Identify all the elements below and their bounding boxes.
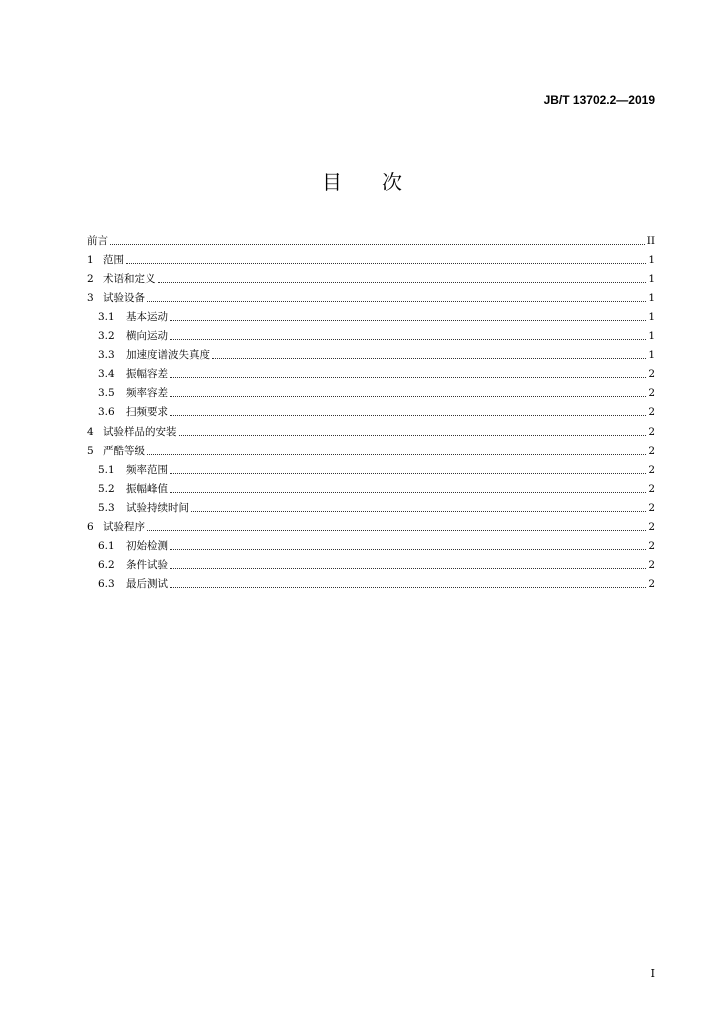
toc-entry-4[interactable]: [87, 419, 655, 438]
dot-leader: [170, 587, 646, 588]
toc-entry-number: 6.2: [98, 558, 115, 571]
toc-entry-number: 5.1: [98, 463, 115, 476]
toc-entry-number: 3.5: [98, 387, 115, 400]
toc-entry-title: 频率范围: [126, 463, 168, 476]
toc-entry-page: 1: [648, 349, 655, 362]
footer-page-number: I: [650, 967, 655, 980]
toc-entry-number: 6: [87, 520, 94, 533]
table-of-contents: [87, 229, 655, 591]
toc-entry-page: 2: [648, 482, 655, 495]
toc-entry-3-6[interactable]: [87, 400, 655, 419]
toc-entry-number: 4: [87, 425, 94, 438]
dot-leader: [158, 282, 647, 283]
toc-entry-number: 1: [87, 254, 94, 267]
toc-entry-3-1[interactable]: [87, 305, 655, 324]
toc-entry-page: 2: [648, 444, 655, 457]
dot-leader: [170, 339, 646, 340]
dot-leader: [179, 435, 647, 436]
toc-entry-number: 3.6: [98, 406, 115, 419]
toc-entry-5-2[interactable]: [87, 477, 655, 496]
toc-entry-number: 6.3: [98, 577, 115, 590]
toc-entry-5-1[interactable]: [87, 458, 655, 477]
toc-entry-page: 2: [648, 577, 655, 590]
toc-entry-6-1[interactable]: [87, 534, 655, 553]
page-title: 目 次: [322, 170, 402, 194]
toc-entry-title: 振幅峰值: [126, 482, 168, 495]
toc-entry-title: 扫频要求: [126, 406, 168, 419]
toc-entry-page: 1: [648, 330, 655, 343]
toc-entry-5-3[interactable]: [87, 496, 655, 515]
dot-leader: [170, 396, 646, 397]
toc-entry-3-2[interactable]: [87, 324, 655, 343]
toc-entry-title: 试验设备: [103, 292, 145, 305]
toc-entry-number: 2: [87, 273, 94, 286]
dot-leader: [147, 301, 646, 302]
toc-entry-title: 横向运动: [126, 330, 168, 343]
dot-leader: [212, 358, 646, 359]
toc-entry-3-3[interactable]: [87, 343, 655, 362]
toc-entry-1[interactable]: [87, 248, 655, 267]
toc-entry-title: 振幅容差: [126, 368, 168, 381]
toc-entry-number: 5.2: [98, 482, 115, 495]
dot-leader: [170, 492, 646, 493]
toc-entry-2[interactable]: [87, 267, 655, 286]
toc-entry-page: 1: [648, 311, 655, 324]
dot-leader: [170, 377, 646, 378]
toc-entry-page: 1: [648, 292, 655, 305]
toc-entry-5[interactable]: [87, 439, 655, 458]
toc-entry-page: 2: [648, 425, 655, 438]
toc-entry-number: 6.1: [98, 539, 115, 552]
toc-entry-page: 2: [648, 463, 655, 476]
toc-entry-page: 2: [648, 406, 655, 419]
toc-entry-6[interactable]: [87, 515, 655, 534]
toc-entry-title: 严酷等级: [103, 444, 145, 457]
toc-entry-title: 基本运动: [126, 311, 168, 324]
dot-leader: [170, 473, 646, 474]
toc-entry-page: II: [646, 235, 655, 248]
toc-entry-title: 试验程序: [103, 520, 145, 533]
toc-entry-page: 2: [648, 368, 655, 381]
document-code: JB/T 13702.2—2019: [543, 93, 655, 107]
toc-entry-title: 术语和定义: [103, 273, 156, 286]
dot-leader: [170, 568, 646, 569]
dot-leader: [147, 454, 646, 455]
toc-entry-foreword[interactable]: [87, 229, 655, 248]
toc-entry-page: 1: [648, 273, 655, 286]
toc-entry-6-3[interactable]: [87, 572, 655, 591]
toc-entry-page: 2: [648, 387, 655, 400]
toc-entry-number: 3.1: [98, 311, 115, 324]
toc-entry-page: 2: [648, 539, 655, 552]
toc-entry-title: 加速度谱波失真度: [126, 349, 210, 362]
dot-leader: [110, 244, 645, 245]
toc-entry-title: 初始检测: [126, 539, 168, 552]
toc-entry-title: 试验持续时间: [126, 501, 189, 514]
toc-entry-number: 3.4: [98, 368, 115, 381]
toc-entry-page: 2: [648, 501, 655, 514]
dot-leader: [147, 530, 646, 531]
toc-entry-title: 最后测试: [126, 577, 168, 590]
toc-entry-3[interactable]: [87, 286, 655, 305]
dot-leader: [170, 415, 646, 416]
toc-entry-title: 频率容差: [126, 387, 168, 400]
toc-entry-page: 1: [648, 254, 655, 267]
toc-entry-title: 范围: [103, 254, 124, 267]
toc-entry-page: 2: [648, 558, 655, 571]
toc-entry-number: 5.3: [98, 501, 115, 514]
dot-leader: [191, 511, 646, 512]
toc-entry-number: 3.2: [98, 330, 115, 343]
dot-leader: [126, 263, 646, 264]
dot-leader: [170, 549, 646, 550]
toc-entry-number: 5: [87, 444, 94, 457]
toc-entry-3-4[interactable]: [87, 362, 655, 381]
toc-entry-title: 试验样品的安装: [103, 425, 177, 438]
toc-entry-title: 前言: [87, 235, 108, 248]
toc-entry-number: 3: [87, 292, 94, 305]
toc-entry-3-5[interactable]: [87, 381, 655, 400]
toc-entry-6-2[interactable]: [87, 553, 655, 572]
toc-entry-page: 2: [648, 520, 655, 533]
toc-entry-title: 条件试验: [126, 558, 168, 571]
dot-leader: [170, 320, 646, 321]
toc-entry-number: 3.3: [98, 349, 115, 362]
